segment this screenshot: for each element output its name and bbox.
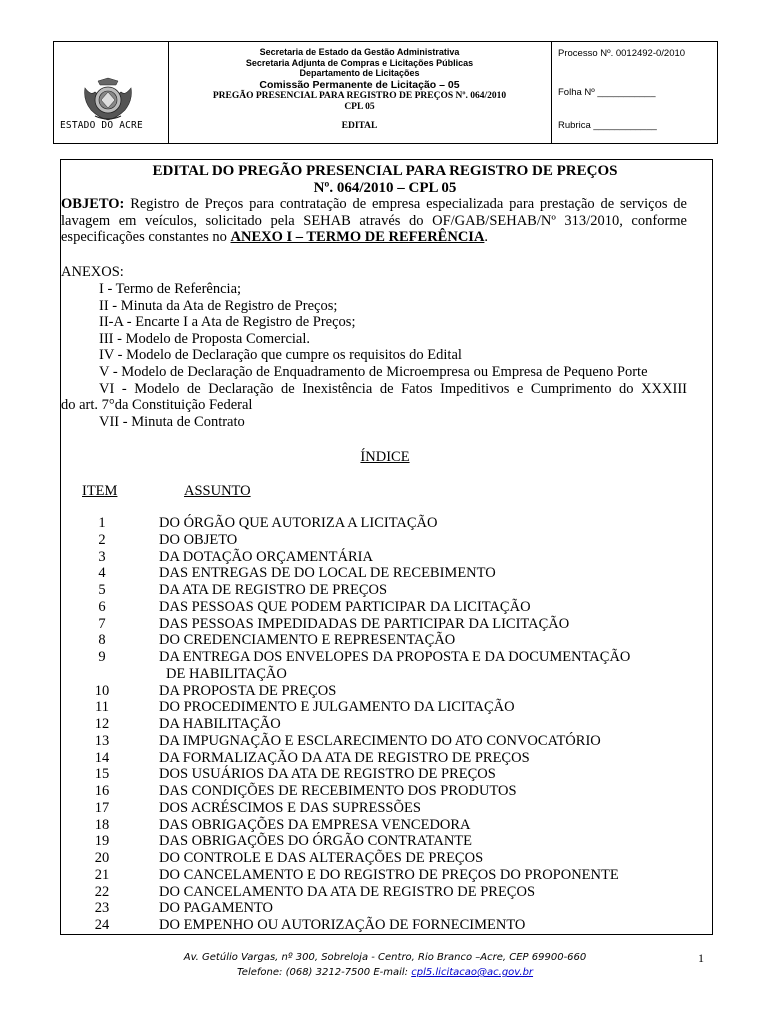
anexo-item: do art. 7°da Constituição Federal: [61, 397, 253, 414]
anexos-heading: ANEXOS:: [61, 264, 124, 280]
pregao-text: PREGÃO PRESENCIAL PARA REGISTRO DE PREÇOS Nº. 064/2010: [212, 90, 507, 101]
indice-item-subject: DAS CONDIÇÕES DE RECEBIMENTO DOS PRODUTOS: [159, 783, 517, 799]
secretaria-text: Secretaria de Estado da Gestão Administrativa: [259, 47, 460, 57]
indice-item-subject: DA ENTREGA DOS ENVELOPES DA PROPOSTA E DA DOCUMENTAÇÃO: [159, 649, 631, 665]
footer-contact: Telefone: (068) 3212-7500 E-mail: cpl5.licitacao@ac.gov.br: [236, 967, 534, 978]
indice-item-subject: DAS PESSOAS IMPEDIDADAS DE PARTICIPAR DA LICITAÇÃO: [159, 615, 570, 632]
indice-item-subject: DAS ENTREGAS DE DO LOCAL DE RECEBIMENTO: [159, 565, 496, 582]
header-process-cell: [551, 42, 717, 143]
anexo-item: I - Termo de Referência;: [99, 281, 242, 297]
document-header: [53, 41, 718, 144]
indice-item-number: 20: [94, 850, 110, 866]
indice-item-number: 15: [94, 766, 110, 783]
indice-item-number: 24: [94, 917, 110, 933]
indice-item-number: 10: [94, 682, 110, 699]
folha-field: Folha Nº ___________: [558, 87, 656, 98]
indice-item-subject: DAS OBRIGAÇÕES DA EMPRESA VENCEDORA: [159, 816, 471, 833]
indice-item-subject: DOS ACRÉSCIMOS E DAS SUPRESSÕES: [159, 799, 421, 816]
cpl-text: CPL 05: [344, 101, 375, 112]
header-title-cell: [168, 42, 552, 143]
anexo-item: V - Modelo de Declaração de Enquadramento de Microempresa ou Empresa de Pequeno Porte: [99, 364, 648, 380]
indice-col-item: ITEM: [82, 483, 118, 499]
indice-item-number: 18: [94, 816, 110, 833]
indice-item-subject: DO CONTROLE E DAS ALTERAÇÕES DE PREÇOS: [159, 850, 484, 866]
indice-item-number: 17: [94, 799, 110, 816]
indice-item-number: 3: [98, 548, 106, 565]
indice-item-subject: DA DOTAÇÃO ORÇAMENTÁRIA: [159, 548, 373, 565]
indice-item-number: 13: [94, 732, 110, 749]
edital-label: EDITAL: [341, 120, 378, 131]
indice-item-number: 12: [94, 716, 110, 732]
page-number: 1: [698, 951, 704, 965]
indice-item-number: 22: [94, 883, 110, 900]
processo-text: Processo Nº. 0012492-0/2010: [558, 48, 686, 59]
indice-item-subject: DA HABILITAÇÃO: [159, 716, 281, 732]
indice-item-subject: DA IMPUGNAÇÃO E ESCLARECIMENTO DO ATO CONVOCATÓRIO: [159, 732, 601, 749]
indice-item-number: 2: [98, 531, 106, 548]
anexo-item: III - Modelo de Proposta Comercial.: [99, 330, 311, 347]
objeto-text: Registro de Preços para contratação de empresa especializada para prestação de serviços de lavagem em veículos, solicitado pela SEHAB através do OF/GAB/SEHAB/Nº 313/2010, conforme especificações constantes no: [61, 196, 687, 246]
indice-item-subject: DO CANCELAMENTO DA ATA DE REGISTRO DE PREÇOS: [159, 883, 536, 900]
footer-email-link[interactable]: cpl5.licitacao@ac.gov.br: [411, 967, 534, 978]
indice-item-subject: DE HABILITAÇÃO: [166, 665, 287, 682]
indice-item-subject: DA PROPOSTA DE PREÇOS: [159, 682, 337, 699]
objeto-label: OBJETO:: [61, 196, 125, 212]
indice-item-number: 14: [94, 749, 110, 766]
indice-item-subject: DA ATA DE REGISTRO DE PREÇOS: [159, 582, 388, 598]
indice-item-number: 11: [95, 699, 109, 716]
indice-item-number: 5: [98, 582, 106, 598]
document-title: EDITAL DO PREGÃO PRESENCIAL PARA REGISTRO DE PREÇOS: [152, 163, 618, 179]
indice-item-number: 1: [98, 515, 106, 531]
document-subtitle: Nº. 064/2010 – CPL 05: [313, 180, 457, 196]
indice-col-assunto: ASSUNTO: [184, 483, 251, 499]
anexo-item: II-A - Encarte I a Ata de Registro de Preços;: [99, 314, 356, 331]
rubrica-field: Rubrica ____________: [558, 120, 657, 131]
anexo-item: VII - Minuta de Contrato: [99, 413, 245, 430]
header-logo-cell: [54, 42, 169, 143]
indice-item-number: 4: [98, 565, 106, 582]
indice-item-number: 19: [94, 833, 110, 850]
indice-item-subject: DO PAGAMENTO: [159, 900, 274, 917]
anexo-reference-link[interactable]: ANEXO I – TERMO DE REFERÊNCIA: [230, 229, 485, 246]
indice-item-subject: DAS OBRIGAÇÕES DO ÓRGÃO CONTRATANTE: [159, 833, 473, 850]
indice-item-number: 9: [98, 649, 106, 665]
indice-item-subject: DAS PESSOAS QUE PODEM PARTICIPAR DA LICITAÇÃO: [159, 598, 531, 615]
indice-item-number: 21: [94, 866, 110, 883]
indice-heading: ÍNDICE: [360, 449, 410, 465]
anexo-item: II - Minuta da Ata de Registro de Preços;: [99, 297, 338, 314]
indice-item-subject: DO ÓRGÃO QUE AUTORIZA A LICITAÇÃO: [159, 515, 438, 531]
anexo-item: IV - Modelo de Declaração que cumpre os requisitos do Edital: [99, 347, 462, 364]
indice-item-number: 7: [98, 615, 106, 632]
objeto-paragraph: OBJETO: Registro de Preços para contratação de empresa especializada para prestação de serviços de lavagem em veículos, solicitado pela SEHAB através do OF/GAB/SEHAB/Nº 313/2010, conforme especificações constantes no ANEXO I – TERMO DE REFERÊNCIA.: [61, 196, 687, 246]
comissao-text: Comissão Permanente de Licitação – 05: [259, 78, 460, 91]
estado-label: ESTADO DO ACRE: [60, 120, 143, 131]
departamento-text: Departamento de Licitações: [299, 68, 420, 78]
indice-item-number: 23: [94, 900, 110, 917]
indice-item-number: 6: [98, 598, 106, 615]
anexo-item: VI - Modelo de Declaração de Inexistência de Fatos Impeditivos e Cumprimento do XXXIII: [99, 380, 687, 397]
indice-item-subject: DO CREDENCIAMENTO E REPRESENTAÇÃO: [159, 632, 456, 649]
indice-item-subject: DOS USUÁRIOS DA ATA DE REGISTRO DE PREÇOS: [159, 766, 496, 783]
indice-item-number: 8: [98, 632, 106, 649]
indice-item-subject: DO EMPENHO OU AUTORIZAÇÃO DE FORNECIMENTO: [159, 917, 526, 933]
indice-item-subject: DA FORMALIZAÇÃO DA ATA DE REGISTRO DE PREÇOS: [159, 749, 530, 766]
footer-address: Av. Getúlio Vargas, nº 300, Sobreloja - Centro, Rio Branco –Acre, CEP 69900-660: [183, 952, 587, 963]
indice-item-subject: DO PROCEDIMENTO E JULGAMENTO DA LICITAÇÃO: [159, 699, 515, 716]
indice-item-number: 16: [94, 783, 110, 799]
indice-item-subject: DO CANCELAMENTO E DO REGISTRO DE PREÇOS DO PROPONENTE: [159, 866, 619, 883]
state-seal-icon: [81, 76, 135, 122]
indice-item-subject: DO OBJETO: [159, 531, 238, 548]
secretaria-adjunta-text: Secretaria Adjunta de Compras e Licitações Públicas: [245, 57, 474, 68]
